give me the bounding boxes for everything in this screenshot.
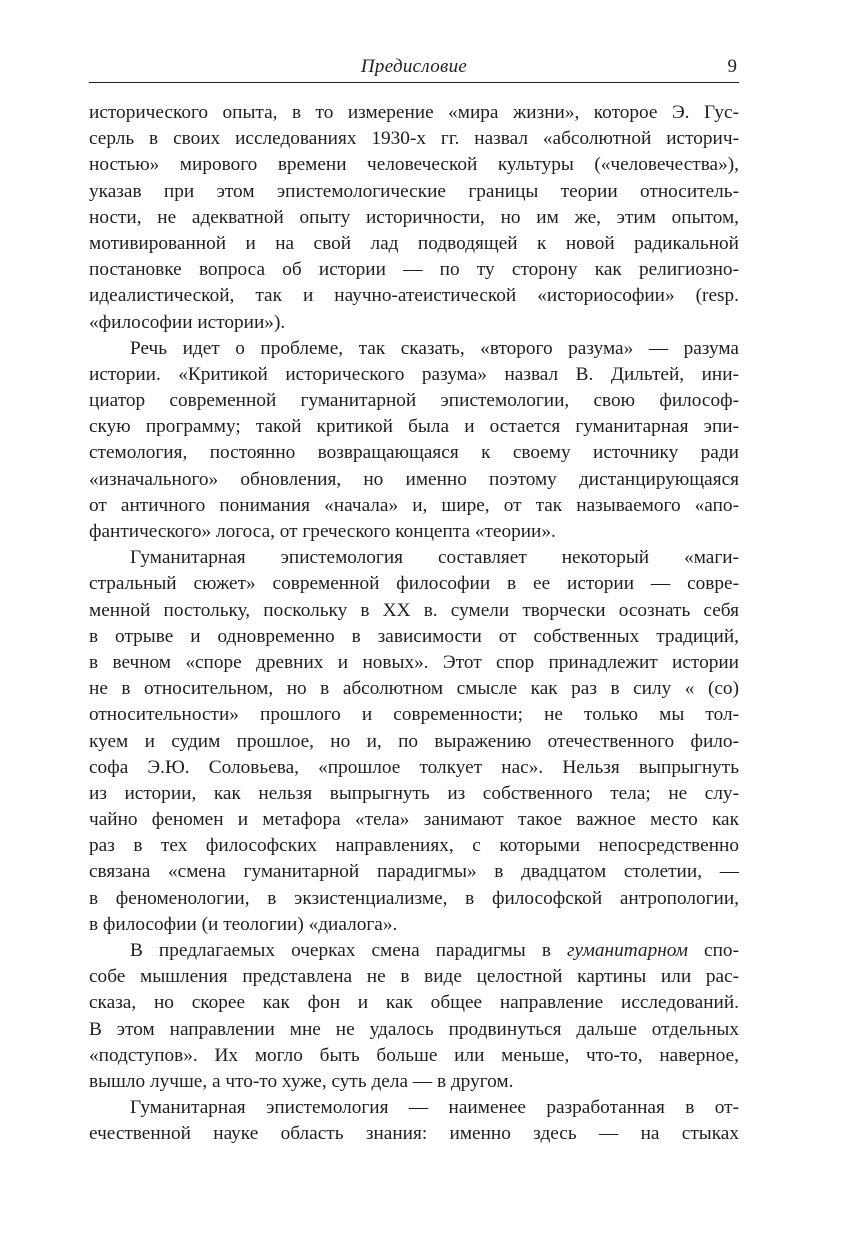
- text-line: В этом направлении мне не удалось продвинуться дальше отдельных: [89, 1018, 739, 1040]
- running-head-title: Предисловие: [360, 56, 468, 77]
- text-line: в отрыве и одновременно в зависимости от собственных традиций,: [89, 625, 739, 647]
- text-line: чайно феномен и метафора «тела» занимают такое важное место как: [89, 809, 739, 831]
- text-line: относительности» прошлого и современности; не только мы тол-: [89, 704, 739, 726]
- paragraph-first-line: [89, 938, 739, 964]
- text-line: ечественной науке область знания: именно здесь — на стыках: [89, 1123, 739, 1145]
- text-line: куем и судим прошлое, но и, по выражению отечественного фило-: [89, 730, 739, 752]
- paragraph-first-line: Гуманитарная эпистемология — наименее разработанная в от-: [130, 1097, 739, 1119]
- text-line: исторического опыта, в то измерение «мира жизни», которое Э. Гус-: [89, 102, 739, 123]
- page-number: 9: [727, 56, 737, 77]
- text-line: «философии истории»).: [89, 311, 286, 333]
- text-line: собе мышления представлена не в виде целостной картины или рас-: [89, 966, 739, 988]
- text-line: постановке вопроса об истории — по ту сторону как религиозно-: [89, 259, 739, 281]
- text-line: из истории, как нельзя выпрыгнуть из собственного тела; не слу-: [89, 782, 739, 804]
- text-line: менной постольку, поскольку в XX в. сумели творчески осознать себя: [89, 599, 739, 621]
- paragraph-first-line: Гуманитарная эпистемология составляет некоторый «маги-: [130, 547, 739, 569]
- text-span: спо-: [687, 940, 739, 961]
- text-line: скую программу; такой критикой была и остается гуманитарная эпи-: [89, 416, 739, 438]
- paragraph-first-line: Речь идет о проблеме, так сказать, «второго разума» — разума: [130, 337, 739, 359]
- text-line: циатор современной гуманитарной эпистемологии, свою философ-: [89, 390, 739, 412]
- running-header: [89, 56, 739, 83]
- body-text: [89, 100, 739, 1148]
- text-line: фантического» логоса, от греческого концепта «теории».: [89, 521, 556, 542]
- italic-emphasis: гуманитарном: [567, 940, 688, 961]
- text-line: «изначального» обновления, но именно поэтому дистанцирующаяся: [89, 468, 739, 490]
- text-line: вышло лучше, а что-то хуже, суть дела — в другом.: [89, 1070, 514, 1092]
- text-line: в философии (и теологии) «диалога».: [89, 913, 398, 935]
- text-line: не в относительном, но в абсолютном смысле как раз в силу « (со): [89, 678, 739, 700]
- text-line: стральный сюжет» современной философии в ее истории — совре-: [89, 573, 739, 595]
- text-line: «подступов». Их могло быть больше или меньше, что-то, наверное,: [89, 1044, 739, 1066]
- text-line: сказа, но скорее как фон и как общее направление исследований.: [89, 992, 739, 1014]
- text-line: идеалистической, так и научно-атеистической «историософии» (resp.: [89, 285, 739, 307]
- text-line: связана «смена гуманитарной парадигмы» в двадцатом столетии, —: [89, 861, 739, 883]
- text-line: мотивированной и на свой лад подводящей к новой радикальной: [89, 232, 739, 254]
- text-line: в феноменологии, в экзистенциализме, в философской антропологии,: [89, 887, 739, 909]
- text-line: серль в своих исследованиях 1930-х гг. назвал «абсолютной историч-: [89, 128, 739, 150]
- text-line: ности, не адекватной опыту историчности, но им же, этим опытом,: [89, 206, 739, 228]
- text-span: В предлагаемых очерках смена парадигмы в: [130, 940, 568, 961]
- text-line: раз в тех философских направлениях, с которыми непосредственно: [89, 835, 739, 857]
- text-line: стемология, постоянно возвращающаяся к своему источнику ради: [89, 442, 739, 464]
- text-line: в вечном «споре древних и новых». Этот спор принадлежит истории: [89, 651, 739, 673]
- text-line: от античного понимания «начала» и, шире, от так называемого «апо-: [89, 494, 739, 516]
- text-line: истории. «Критикой исторического разума» назвал В. Дильтей, ини-: [89, 363, 739, 385]
- text-line: софа Э.Ю. Соловьева, «прошлое толкует нас». Нельзя выпрыгнуть: [89, 756, 739, 778]
- text-line: ностью» мирового времени человеческой культуры («человечества»),: [89, 154, 739, 176]
- text-line: указав при этом эпистемологические границы теории относитель-: [89, 180, 739, 202]
